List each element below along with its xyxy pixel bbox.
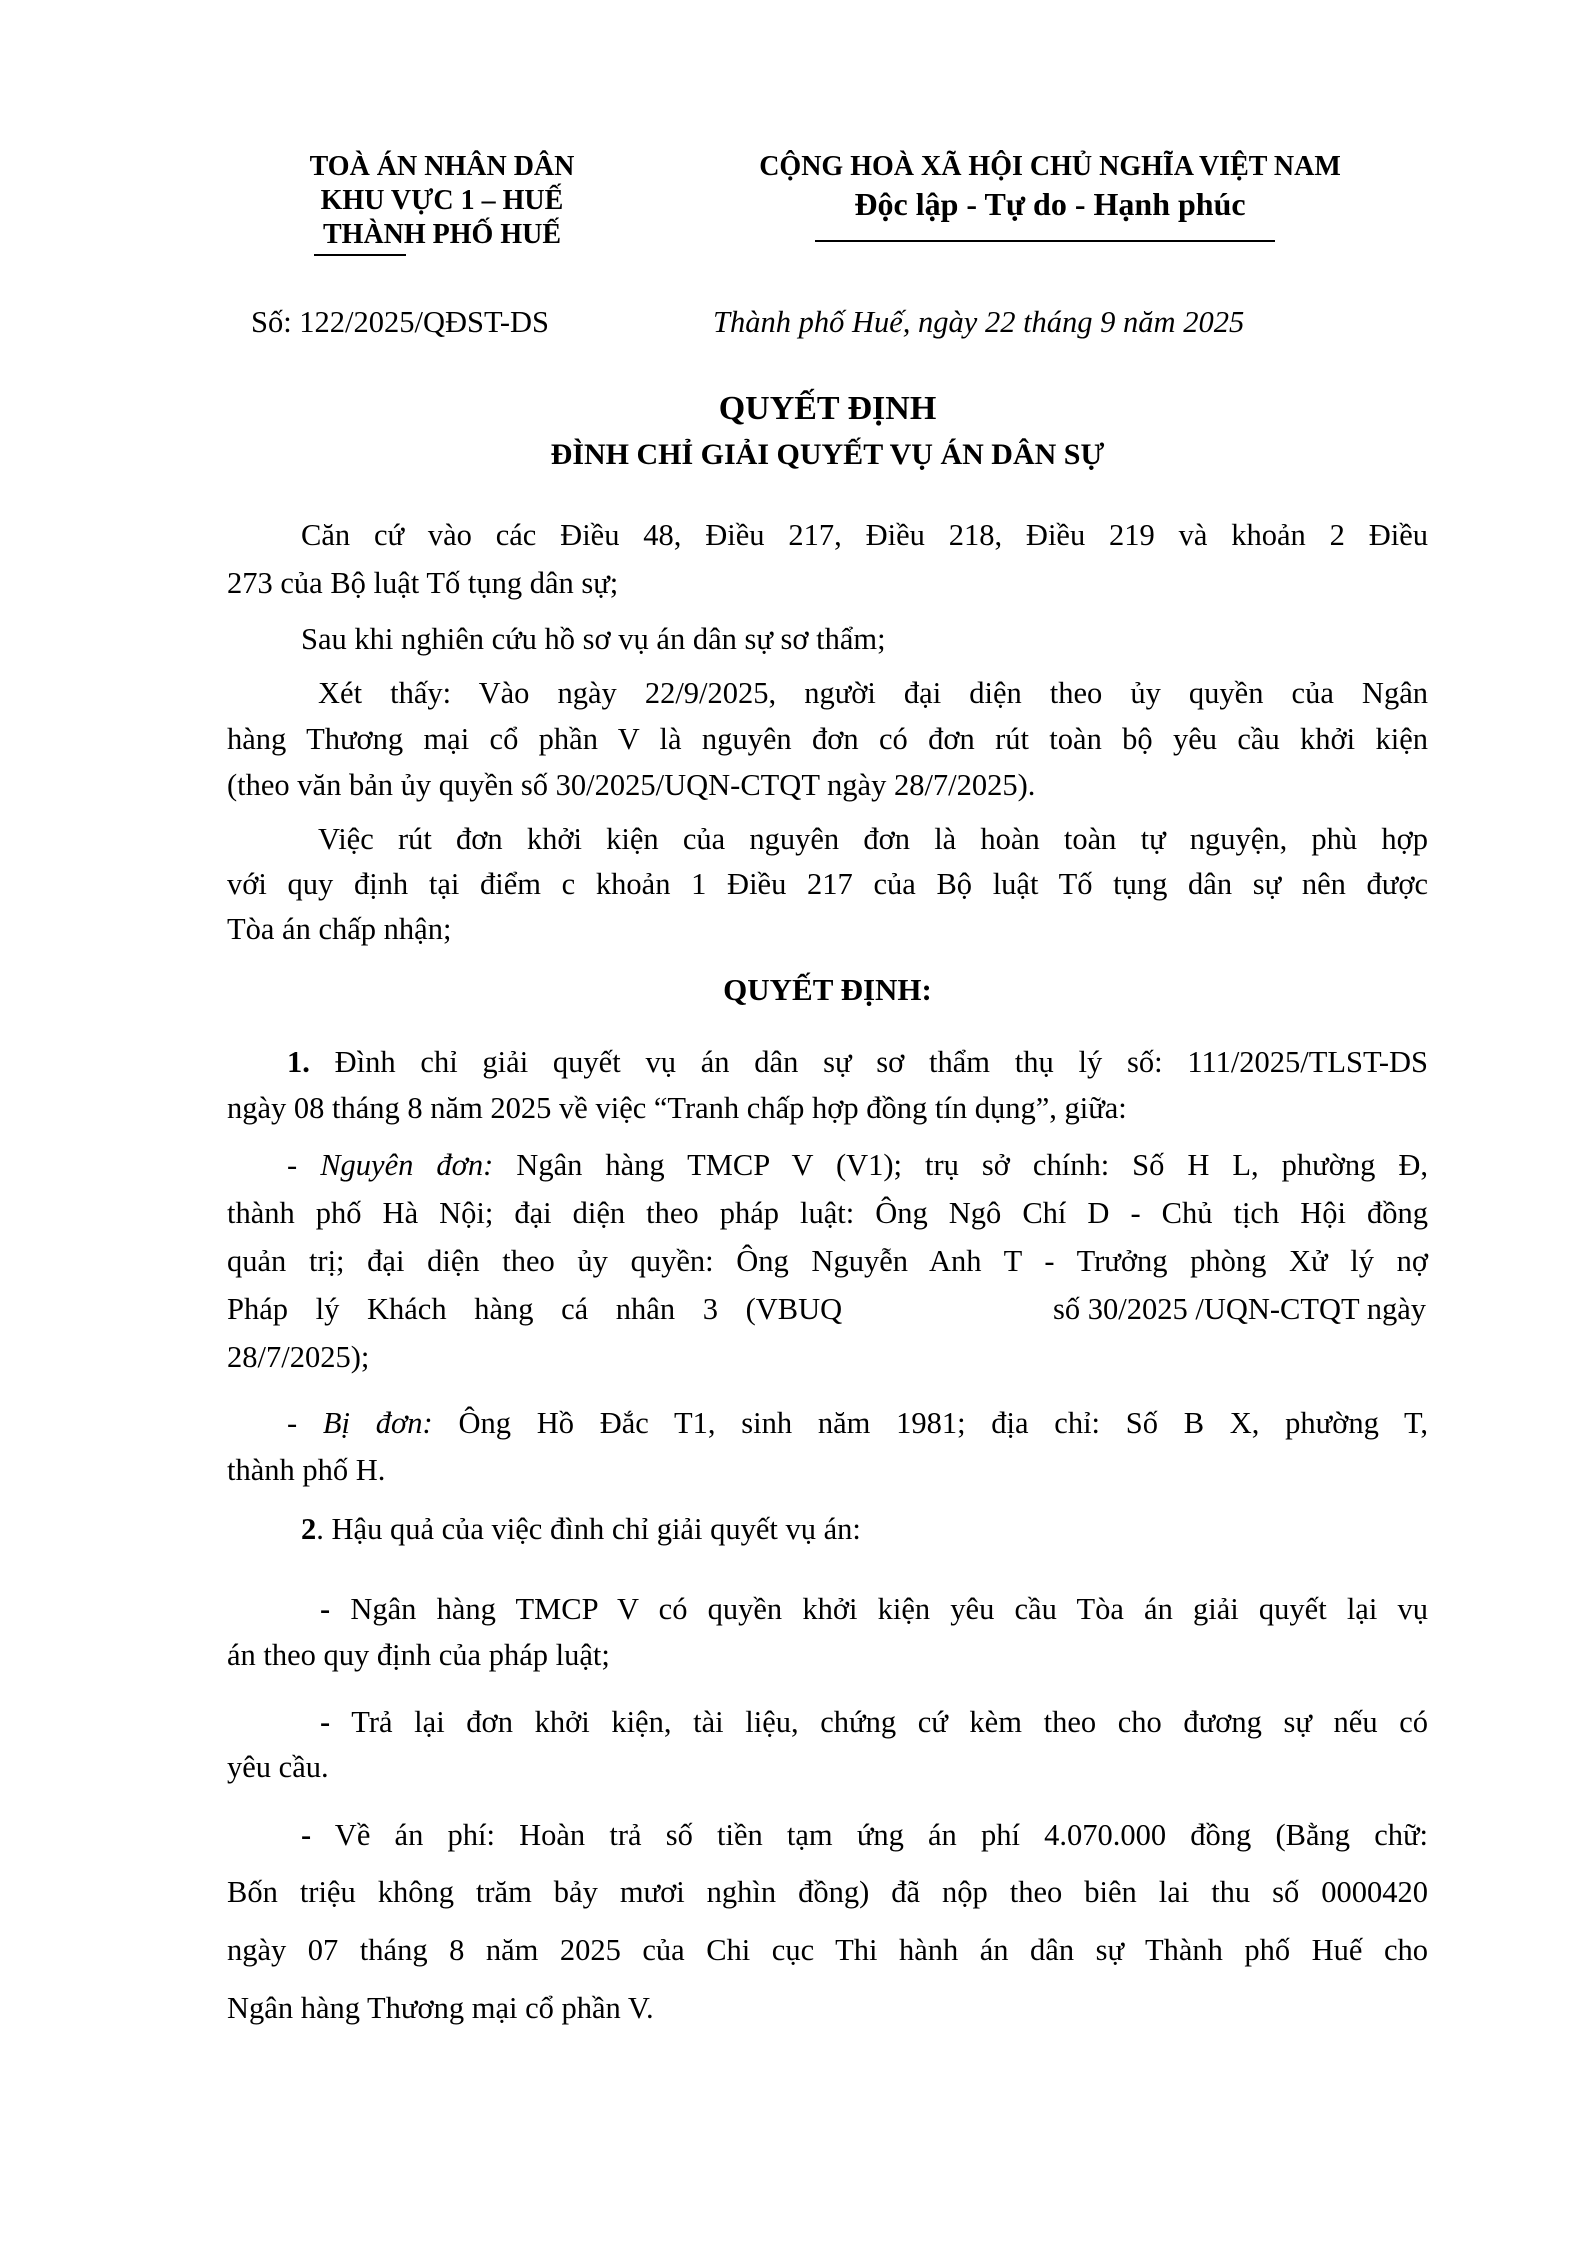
court-fee-dash: - [301,1818,312,1852]
court-name-block [262,150,622,252]
item2-heading-text: . Hậu quả của việc đình chỉ giải quyết vụ án: [316,1512,861,1546]
item1-line2: ngày 08 tháng 8 năm 2025 về việc “Tranh chấp hợp đồng tín dụng”, giữa: [227,1091,1127,1125]
plaintiff-label: Nguyên đơn: [320,1148,494,1182]
consequence-a-dash: - [320,1592,331,1626]
plaintiff-text1: Ngân hàng TMCP V (V1); trụ sở chính: Số H L, phường Đ, [493,1148,1428,1182]
court-name-line1: TOÀ ÁN NHÂN DÂN [309,151,575,182]
plaintiff-line5: 28/7/2025); [227,1340,370,1374]
finding-text2: hàng Thương mại cổ phần V là nguyên đơn có đơn rút toàn bộ yêu cầu khởi kiện [227,722,1428,756]
consequence-b-dash: - [320,1705,331,1739]
consequence-a-line2: án theo quy định của pháp luật; [227,1638,610,1672]
court-fee-line4: Ngân hàng Thương mại cổ phần V. [227,1991,654,2025]
withdrawal-text2: với quy định tại điểm c khoản 1 Điều 217 của Bộ luật Tố tụng dân sự nên được [227,867,1428,901]
review-statement: Sau khi nghiên cứu hồ sơ vụ án dân sự sơ thẩm; [301,622,886,656]
plaintiff-line2 [227,1196,1428,1231]
consequence-b-text1: Trả lại đơn khởi kiện, tài liệu, chứng cứ kèm theo cho đương sự nếu có [351,1705,1429,1739]
defendant-text1: Ông Hồ Đắc T1, sinh năm 1981; địa chỉ: Số B X, phường T, [432,1406,1429,1440]
plaintiff-text3: quản trị; đại diện theo ủy quyền: Ông Nguyễn Anh T - Trưởng phòng Xử lý nợ [227,1244,1428,1278]
defendant-line2: thành phố H. [227,1453,386,1487]
legal-basis-line1 [301,518,1428,553]
legal-basis-text1: Căn cứ vào các Điều 48, Điều 217, Điều 218, Điều 219 và khoản 2 Điều [301,518,1428,552]
finding-text1: Xét thấy: Vào ngày 22/9/2025, người đại diện theo ủy quyền của Ngân [318,676,1428,710]
court-fee-text1: Về án phí: Hoàn trả số tiền tạm ứng án phí 4.070.000 đồng (Bằng chữ: [334,1818,1428,1852]
court-fee-text2: Bốn triệu không trăm bảy mươi nghìn đồng) đã nộp theo biên lai thu số 0000420 [227,1875,1428,1909]
finding-line1 [318,676,1428,711]
court-fee-text3: ngày 07 tháng 8 năm 2025 của Chi cục Thi hành án dân sự Thành phố Huế cho [227,1933,1428,1967]
plaintiff-line4b: số 30/2025 /UQN-CTQT ngày [1053,1292,1427,1326]
plaintiff-dash: - [287,1148,298,1182]
court-fee-line3 [227,1933,1428,1968]
court-fee-line2 [227,1875,1428,1910]
item1-text1: Đình chỉ giải quyết vụ án dân sự sơ thẩm thụ lý số: 111/2025/TLST-DS [309,1045,1428,1079]
withdrawal-line2 [227,867,1428,902]
withdrawal-line1 [318,822,1428,857]
finding-line3: (theo văn bản ủy quyền số 30/2025/UQN-CTQT ngày 28/7/2025). [227,768,1036,802]
document-number: Số: 122/2025/QĐST-DS [251,305,550,339]
document-title: QUYẾT ĐỊNH [718,390,937,427]
defendant-label: Bị đơn: [322,1406,433,1440]
consequence-b-line2: yêu cầu. [227,1750,329,1784]
document-subtitle: ĐÌNH CHỈ GIẢI QUYẾT VỤ ÁN DÂN SỰ [550,438,1105,471]
plaintiff-text2: thành phố Hà Nội; đại diện theo pháp luật: Ông Ngô Chí D - Chủ tịch Hội đồng [227,1196,1428,1230]
item2-number: 2 [301,1512,317,1546]
finding-line2 [227,722,1428,757]
place-and-date: Thành phố Huế, ngày 22 tháng 9 năm 2025 [713,305,1245,339]
consequence-a-text1: Ngân hàng TMCP V có quyền khởi kiện yêu cầu Tòa án giải quyết lại vụ [350,1592,1428,1626]
motto-underline [815,240,1275,242]
plaintiff-text4a: Pháp lý Khách hàng cá nhân 3 (VBUQ [227,1292,843,1326]
defendant-line1 [287,1406,1428,1441]
consequence-a-line1 [320,1592,1428,1627]
item1-number: 1. [287,1045,310,1079]
consequence-b-line1 [320,1705,1428,1740]
court-name-underline [314,254,406,256]
item2-heading [301,1512,861,1547]
plaintiff-line1 [287,1148,1428,1183]
plaintiff-line3 [227,1244,1428,1279]
court-fee-line1 [301,1818,1428,1853]
defendant-dash: - [287,1406,298,1440]
court-name-line3: THÀNH PHỐ HUẾ [322,219,561,250]
withdrawal-line3: Tòa án chấp nhận; [227,912,452,946]
item1-line1 [287,1045,1428,1080]
legal-basis-line2: 273 của Bộ luật Tố tụng dân sự; [227,566,619,600]
withdrawal-text1: Việc rút đơn khởi kiện của nguyên đơn là hoàn toàn tự nguyện, phù hợp [318,822,1428,856]
national-title: CỘNG HOÀ XÃ HỘI CHỦ NGHĨA VIỆT NAM [759,151,1341,182]
court-name-line2: KHU VỰC 1 – HUẾ [320,185,564,216]
national-motto: Độc lập - Tự do - Hạnh phúc [854,186,1246,222]
decision-heading: QUYẾT ĐỊNH: [723,972,932,1007]
